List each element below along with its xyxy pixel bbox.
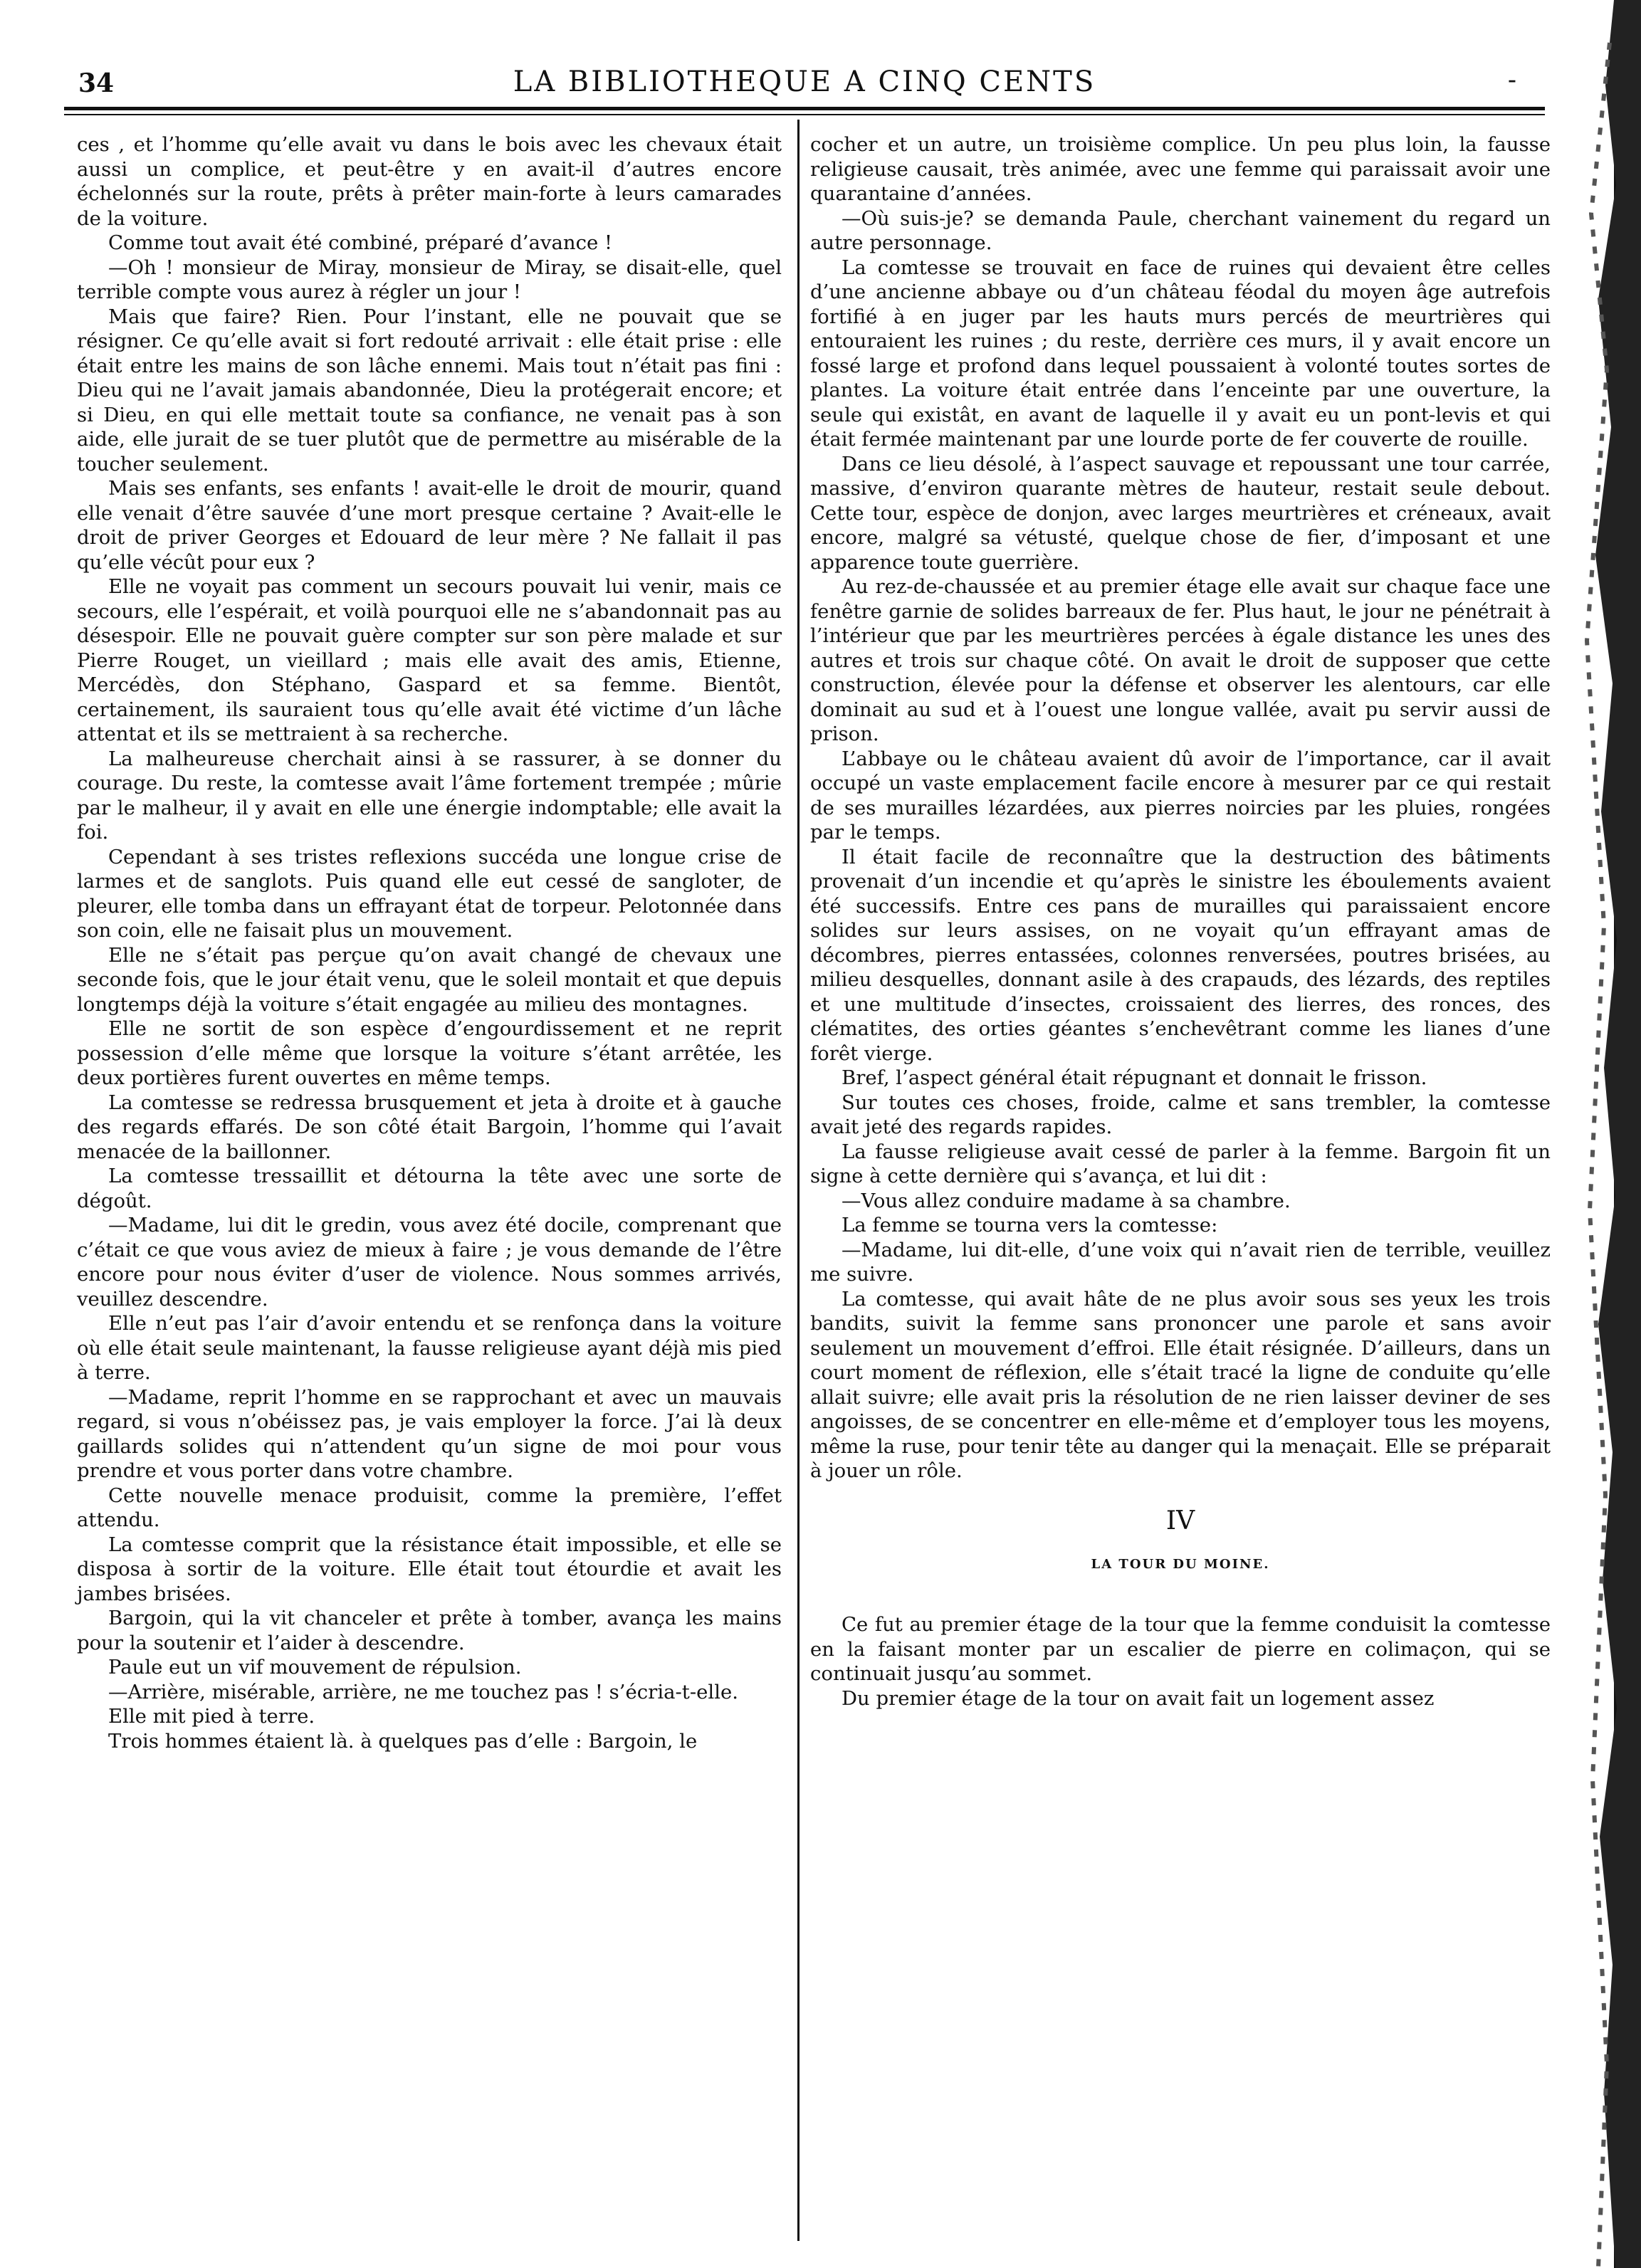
paragraph: cocher et un autre, un troisième complice. Un peu plus loin, la fausse religieuse causait, très animée, avec une femme qui paraissait avoir une quarantaine d’années. (810, 133, 1551, 205)
right-column-text-after-chapter (810, 1612, 1551, 1711)
chapter-title: LA TOUR DU MOINE. (1091, 1556, 1270, 1572)
paragraph: La fausse religieuse avait cessé de parler à la femme. Bargoin fit un signe à cette dernière qui s’avança, et lui dit : (810, 1140, 1551, 1187)
paragraph: Paule eut un vif mouvement de répulsion. (108, 1656, 522, 1679)
right-column-text-before-chapter (810, 132, 1551, 1484)
paragraph: Il était facile de reconnaître que la destruction des bâtiments provenait d’un incendie et qu’après le sinistre les éboulements avaient été successifs. Entre ces pans de murailles qui paraissaient encore solides sur leurs assises, on ne voyait qu’un effrayant amas de décombres, pierres entassées, colonnes renversées, poutres brisées, au milieu desquelles, donnant asile à des crapauds, des lézards, des reptiles et une multitude d’insectes, croissaient des lierres, des ronces, des clématites, des orties géantes s’enchevêtrant comme les lianes d’une forêt vierge. (810, 845, 1551, 1065)
paragraph: Ce fut au premier étage de la tour que la femme conduisit la comtesse en la faisant monter par un escalier de pierre en colimaçon, qui se continuait jusqu’au sommet. (810, 1613, 1551, 1686)
paragraph: —Oh ! monsieur de Miray, monsieur de Miray, se disait-elle, quel terrible compte vous aurez à régler un jour ! (77, 256, 782, 303)
paragraph: La comtesse comprit que la résistance était impossible, et elle se disposa à sortir de la voiture. Elle était tout étourdie et avait les jambes brisées. (77, 1533, 782, 1605)
paragraph: ces , et l’homme qu’elle avait vu dans le bois avec les chevaux était aussi un complice, et peut-être y en avait-il d’autres encore échelonnés sur la route, prêts à prêter main-forte à leurs camarades de la voiture. (77, 133, 782, 230)
paragraph: Elle ne voyait pas comment un secours pouvait lui venir, mais ce secours, elle l’espérait, et voilà pourquoi elle ne s’abandonnait pas au désespoir. Elle ne pouvait guère compter sur son père malade et sur Pierre Rouget, un vieillard ; mais elle avait des amis, Etienne, Mercédès, don Stéphano, Gaspard et sa femme. Bientôt, certainement, ils sauraient tous qu’elle avait été victime d’un lâche attentat et ils se mettraient à sa recherche. (77, 575, 782, 745)
paragraph: Du premier étage de la tour on avait fait un logement assez (842, 1686, 1435, 1710)
torn-page-edge (1577, 0, 1641, 2268)
paragraph: —Où suis-je? se demanda Paule, cherchant vainement du regard un autre personnage. (810, 206, 1551, 254)
paragraph: Elle ne s’était pas perçue qu’on avait changé de chevaux une seconde fois, que le jour était venu, que le soleil montait et que depuis longtemps déjà la voiture s’était engagée au milieu des montagnes. (77, 943, 782, 1016)
paragraph: Comme tout avait été combiné, préparé d’avance ! (108, 231, 613, 254)
right-column (810, 132, 1551, 1711)
paragraph: L’abbaye ou le château avaient dû avoir de l’importance, car il avait occupé un vaste emplacement facile encore à mesurer par ce qui restait de ses murailles lézardées, aux pierres noircies par les pluies, rongées par le temps. (810, 747, 1551, 844)
paragraph: La comtesse, qui avait hâte de ne plus avoir sous ses yeux les trois bandits, suivit la femme sans prononcer une parole et sans avoir seulement un mouvement d’effroi. Elle était résignée. D’ailleurs, dans un court moment de réflexion, elle s’était tracé la ligne de conduite qu’elle allait suivre; elle avait pris la résolution de ne rien laisser deviner de ses angoisses, de se concentrer en elle-même et d’employer tous les moyens, même la ruse, pour tenir tête au danger qui la menaçait. Elle se préparait à jouer un rôle. (810, 1287, 1551, 1482)
page-header (64, 63, 1545, 105)
paragraph: Dans ce lieu désolé, à l’aspect sauvage et repoussant une tour carrée, massive, d’environ quarante mètres de hauteur, restait seule debout. Cette tour, espèce de donjon, avec larges meurtrières et créneaux, avait encore, malgré sa vétusté, quelque chose de fier, d’imposant et une apparence toute guerrière. (810, 452, 1551, 574)
paragraph: Bref, l’aspect général était répugnant et donnait le frisson. (842, 1066, 1427, 1089)
paragraph: Elle ne sortit de son espèce d’engourdissement et ne reprit possession d’elle même que lorsque la voiture s’étant arrêtée, les deux portières furent ouvertes en même temps. (77, 1017, 782, 1089)
paragraph: Elle mit pied à terre. (108, 1705, 315, 1728)
paragraph: —Madame, lui dit-elle, d’une voix qui n’avait rien de terrible, veuillez me suivre. (810, 1238, 1551, 1286)
paragraph: Cependant à ses tristes reflexions succéda une longue crise de larmes et de sanglots. Puis quand elle eut cessé de sangloter, de pleurer, elle tomba dans un effrayant état de torpeur. Pelotonnée dans son coin, elle ne faisait plus un mouvement. (77, 845, 782, 942)
paragraph: Mais ses enfants, ses enfants ! avait-elle le droit de mourir, quand elle venait d’être sauvée d’une mort presque certaine ? Avait-elle le droit de priver Georges et Edouard de leur mère ? Ne fallait il pas qu’elle vécût pour eux ? (77, 477, 782, 574)
paragraph: —Madame, reprit l’homme en se rapprochant et avec un mauvais regard, si vous n’obéissez pas, je vais employer la force. J’ai là deux gaillards solides qui n’attendent qu’un signe de moi pour vous prendre et vous porter dans votre chambre. (77, 1385, 782, 1482)
paragraph: Cette nouvelle menace produisit, comme la première, l’effet attendu. (77, 1484, 782, 1531)
paragraph: —Madame, lui dit le gredin, vous avez été docile, comprenant que c’était ce que vous aviez de mieux à faire ; je vous demande de l’être encore pour nous éviter d’user de violence. Nous sommes arrivés, veuillez descendre. (77, 1214, 782, 1311)
page-number: 34 (78, 68, 115, 98)
paragraph: Bargoin, qui la vit chanceler et prête à tomber, avança les mains pour la soutenir et l’aider à descendre. (77, 1607, 782, 1654)
left-column (77, 132, 782, 1753)
paragraph: Sur toutes ces choses, froide, calme et sans trembler, la comtesse avait jeté des regards rapides. (810, 1091, 1551, 1138)
paragraph: Trois hommes étaient là. à quelques pas d’elle : Bargoin, le (108, 1729, 698, 1753)
paragraph: La comtesse tressaillit et détourna la tête avec une sorte de dégoût. (77, 1165, 782, 1212)
header-rule-thin (64, 114, 1545, 115)
header-mark: - (1507, 65, 1516, 95)
paragraph: —Vous allez conduire madame à sa chambre. (842, 1189, 1291, 1212)
journal-title: LA BIBLIOTHEQUE A CINQ CENTS (513, 65, 1096, 98)
header-rule-thick (64, 107, 1545, 110)
paragraph: Mais que faire? Rien. Pour l’instant, elle ne pouvait que se résigner. Ce qu’elle avait si fort redouté arrivait : elle était prise : elle était entre les mains de son lâche ennemi. Mais tout n’était pas fini : Dieu qui ne l’avait jamais abandonnée, Dieu la protégerait encore; et si Dieu, en qui elle mettait toute sa confiance, ne venait pas à son aide, elle jurait de se tuer plutôt que de permettre au misérable de la toucher seulement. (77, 305, 782, 476)
paragraph: La comtesse se redressa brusquement et jeta à droite et à gauche des regards effarés. De son côté était Bargoin, l’homme qui l’avait menacée de la baillonner. (77, 1091, 782, 1163)
chapter-number: IV (1165, 1506, 1195, 1535)
paragraph: Au rez-de-chaussée et au premier étage elle avait sur chaque face une fenêtre garnie de solides barreaux de fer. Plus haut, le jour ne pénétrait à l’intérieur que par les meurtrières percées à égale distance les unes des autres et trois sur chaque côté. On avait le droit de supposer que cette construction, élevée pour la défense et observer les alentours, car elle dominait au sud et à l’ouest une longue vallée, avait pu servir aussi de prison. (810, 575, 1551, 745)
paragraph: La femme se tourna vers la comtesse: (842, 1214, 1218, 1237)
paragraph: La malheureuse cherchait ainsi à se rassurer, à se donner du courage. Du reste, la comtesse avait l’âme fortement trempée ; mûrie par le malheur, il y avait en elle une énergie indomptable; elle avait la foi. (77, 747, 782, 844)
paragraph: La comtesse se trouvait en face de ruines qui devaient être celles d’une ancienne abbaye ou d’un château féodal du moyen âge autrefois fortifié à en juger par les hauts murs percés de meurtrières qui entouraient les ruines ; du reste, derrière ces murs, il y avait encore un fossé large et profond dans lequel poussaient à volonté toutes sortes de plantes. La voiture était entrée dans l’enceinte par une ouverture, la seule qui existât, en avant de laquelle il y avait eu un pont-levis et qui était fermée maintenant par une lourde porte de fer couverte de rouille. (810, 256, 1551, 451)
paragraph: Elle n’eut pas l’air d’avoir entendu et se renfonça dans la voiture où elle était seule maintenant, la fausse religieuse ayant déjà mis pied à terre. (77, 1312, 782, 1384)
paragraph: —Arrière, misérable, arrière, ne me touchez pas ! s’écria-t-elle. (108, 1680, 739, 1703)
column-divider (797, 120, 799, 2241)
